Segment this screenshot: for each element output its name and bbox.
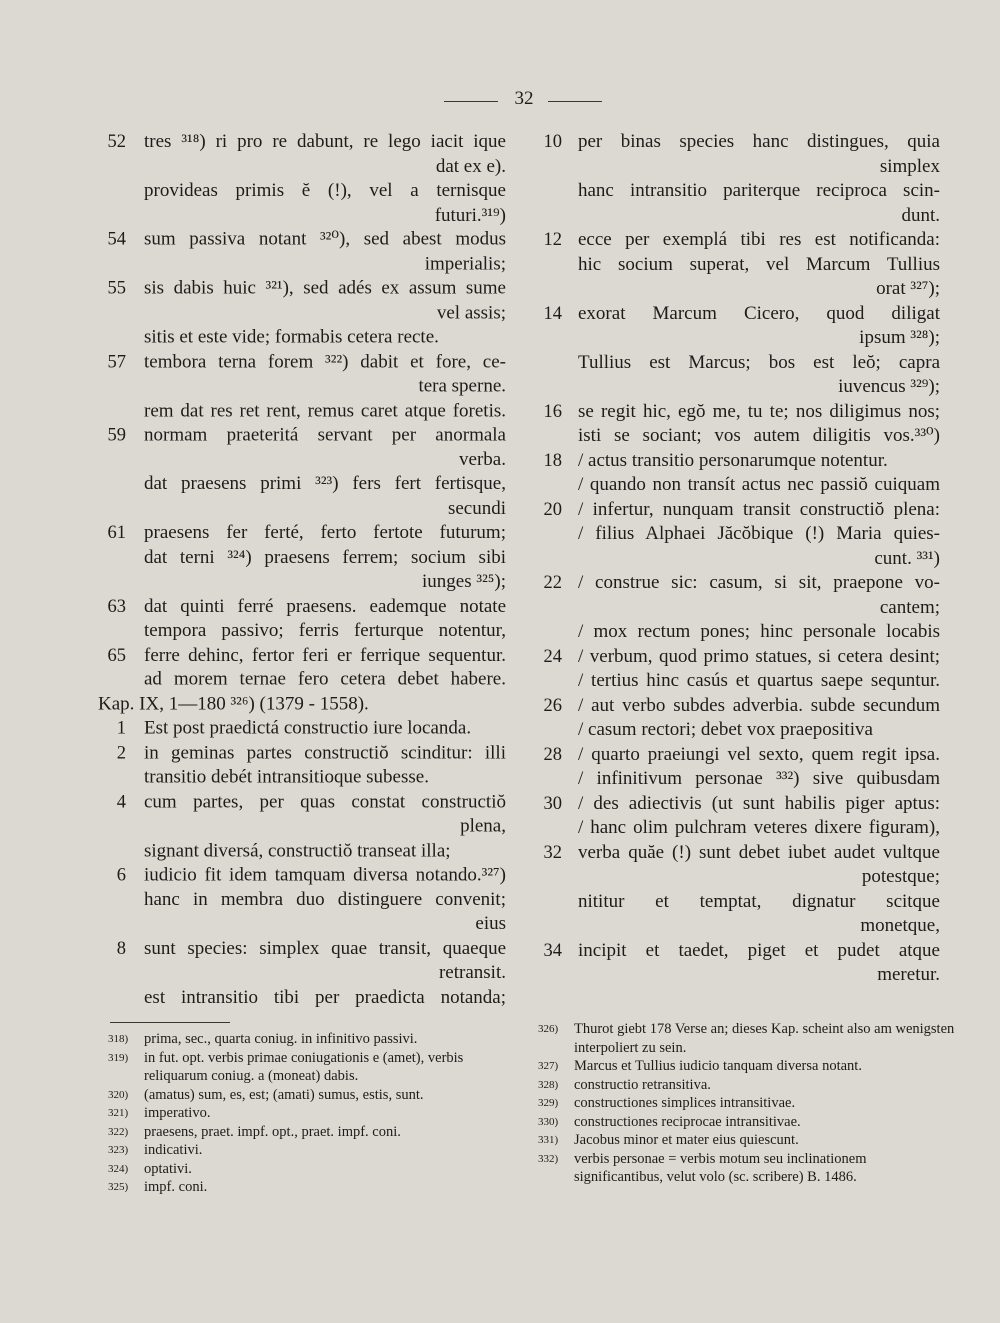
verse-continuation: futuri.³¹⁹) xyxy=(434,204,506,226)
verse-text: hanc in membra duo distinguere convenit; xyxy=(144,888,506,910)
verse-number: 20 xyxy=(543,499,562,520)
footnote-text: optativi. xyxy=(144,1160,192,1177)
verse-line xyxy=(528,498,948,523)
chapter-heading: Kap. IX, 1—180 ³²⁶) (1379 - 1558). xyxy=(98,693,369,715)
verse-text: / quarto praeiungi vel sexto, quem regit ipsa. xyxy=(578,743,940,765)
verse-text: sis dabis huic ³²¹), sed adés ex assum sume xyxy=(144,277,506,299)
verse-text: ad morem ternae fero cetera debet habere. xyxy=(144,668,506,690)
verse-text: / actus transitio personarumque notentur. xyxy=(578,449,888,471)
footnote-number: 323) xyxy=(108,1144,129,1156)
footnote xyxy=(538,1076,958,1095)
verse-line xyxy=(90,326,520,350)
verse-number: 10 xyxy=(543,132,562,152)
verse-number: 63 xyxy=(107,596,126,617)
footnote-text: constructiones simplices intransitivae. xyxy=(574,1095,796,1111)
verse-continuation: meretur. xyxy=(877,964,940,985)
verse-number: 55 xyxy=(107,278,126,299)
verse-text: ecce per exemplá tibi res est notificanda: xyxy=(578,229,940,250)
footnote xyxy=(108,1160,523,1179)
verse-line xyxy=(90,472,520,521)
verse-text: / hanc olim pulchram veteres dixere figuram), xyxy=(578,817,940,838)
verse-text: / casum rectori; debet vox praepositiva xyxy=(578,719,873,740)
verse-line xyxy=(90,228,520,277)
footnote xyxy=(538,1150,958,1187)
verse-line xyxy=(528,473,948,498)
verse-text: in geminas partes constructiŏ scinditur: illi xyxy=(144,742,506,764)
footnotes-right xyxy=(538,1020,958,1187)
verse-text: transitio debét intransitioque subesse. xyxy=(144,766,429,788)
verse-number: 16 xyxy=(543,401,562,422)
verse-continuation: cantem; xyxy=(879,596,940,618)
verse-continuation: iuvencus ³²⁹); xyxy=(838,376,940,397)
footnote-separator xyxy=(110,1022,230,1023)
verse-continuation: verba. xyxy=(459,448,506,470)
footnote-text: constructio retransitiva. xyxy=(574,1076,711,1093)
verse-continuation: iunges ³²⁵); xyxy=(422,570,506,592)
page-header xyxy=(0,88,1000,114)
verse-text: signant diversá, constructiŏ transeat illa; xyxy=(144,839,451,861)
verse-text: / des adiectivis (ut sunt habilis piger aptus: xyxy=(578,792,940,814)
footnote xyxy=(538,1113,958,1132)
verse-text: isti se sociant; vos autem diligitis vos.³³⁰) xyxy=(578,425,940,446)
verse-text: / infertur, nunquam transit constructiŏ plena: xyxy=(578,498,940,520)
verse-line xyxy=(90,594,520,618)
footnote xyxy=(108,1123,523,1142)
verse-continuation: retransit. xyxy=(438,962,506,984)
verse-line xyxy=(528,571,948,620)
footnote xyxy=(538,1094,958,1113)
left-verse-column xyxy=(90,130,520,1010)
verse-continuation: ipsum ³²⁸); xyxy=(859,327,940,348)
verse-line xyxy=(90,888,520,937)
verse-line xyxy=(90,423,520,472)
verse-number: 26 xyxy=(543,695,562,716)
verse-line xyxy=(528,351,948,400)
verse-text: dat praesens primi ³²³) fers fert fertisque, xyxy=(144,473,506,495)
verse-number: 57 xyxy=(107,351,126,372)
verse-number: 52 xyxy=(107,131,126,152)
verse-number: 22 xyxy=(543,573,562,593)
footnote-text: indicativi. xyxy=(144,1142,203,1158)
footnote-number: 320) xyxy=(108,1088,129,1101)
footnote xyxy=(538,1020,958,1057)
verse-number: 30 xyxy=(543,793,562,814)
footnote-number: 328) xyxy=(538,1078,559,1091)
verse-text: / verbum, quod primo statues, si cetera desint; xyxy=(578,645,940,667)
header-rule-right xyxy=(548,101,602,102)
verse-text: tembora terna forem ³²²) dabit et fore, ce- xyxy=(144,350,506,372)
verse-line xyxy=(90,619,520,643)
verse-line xyxy=(528,302,948,351)
verse-number: 6 xyxy=(116,865,126,886)
verse-text: / infinitivum personae ³³²) sive quibusdam xyxy=(578,768,940,789)
verse-line xyxy=(528,424,948,449)
footnote xyxy=(108,1141,523,1160)
verse-line xyxy=(528,816,948,841)
verse-line xyxy=(528,522,948,571)
verse-line xyxy=(90,986,520,1010)
footnote-number: 326) xyxy=(538,1023,559,1035)
verse-text: est intransitio tibi per praedicta notanda; xyxy=(144,986,506,1008)
footnote xyxy=(108,1030,523,1049)
footnote-number: 318) xyxy=(108,1033,129,1045)
footnote-number: 331) xyxy=(538,1134,559,1146)
verse-text: per binas species hanc distingues, quia xyxy=(578,131,940,152)
verse-line xyxy=(528,449,948,474)
verse-line xyxy=(90,863,520,887)
footnote-text: verbis personae = verbis motum seu inclinationem significantibus, velut volo (sc. scribere) B. 1486. xyxy=(574,1150,867,1185)
verse-text: ferre dehinc, fertor feri er ferrique sequentur. xyxy=(144,644,506,666)
verse-continuation: dunt. xyxy=(901,204,940,226)
verse-line xyxy=(90,350,520,399)
verse-number: 32 xyxy=(543,842,562,863)
footnote-number: 330) xyxy=(538,1115,559,1128)
verse-number: 1 xyxy=(116,718,126,739)
verse-text: / quando non transít actus nec passiŏ cuiquam xyxy=(578,474,940,495)
verse-line xyxy=(528,253,948,302)
verse-number: 4 xyxy=(116,791,126,812)
verse-text: exorat Marcum Cicero, quod diligat xyxy=(578,302,940,324)
verse-number: 54 xyxy=(107,229,126,250)
footnote-number: 325) xyxy=(108,1181,129,1193)
verse-line xyxy=(90,790,520,839)
footnote xyxy=(538,1057,958,1076)
footnote-number: 321) xyxy=(108,1107,129,1119)
footnote-text: prima, sec., quarta coniug. in infinitivo passivi. xyxy=(144,1031,418,1047)
footnote-number: 322) xyxy=(108,1125,129,1138)
verse-line xyxy=(528,179,948,228)
verse-line xyxy=(90,399,520,423)
verse-text: dat terni ³²⁴) praesens ferrem; socium sibi xyxy=(144,546,506,568)
verse-line xyxy=(528,792,948,817)
verse-line xyxy=(528,228,948,253)
verse-text: dat quinti ferré praesens. eademque notate xyxy=(144,595,506,617)
verse-continuation: dat ex e). xyxy=(435,155,506,177)
verse-number: 12 xyxy=(543,230,562,250)
verse-continuation: monetque, xyxy=(860,915,940,936)
verse-line xyxy=(528,645,948,670)
verse-line xyxy=(90,839,520,863)
verse-number: 59 xyxy=(107,425,126,446)
verse-line xyxy=(90,179,520,228)
verse-text: Est post praedictá constructio iure locanda. xyxy=(144,717,472,739)
verse-text: / tertius hinc casús et quartus saepe sequntur. xyxy=(578,670,940,691)
footnote-text: in fut. opt. verbis primae coniugationis e (amet), verbis reliquarum coniug. a (moneat) dabis. xyxy=(144,1049,464,1084)
verse-number: 8 xyxy=(116,938,126,959)
verse-text: nititur et temptat, dignatur scitque xyxy=(578,890,940,912)
footnote-number: 332) xyxy=(538,1152,559,1165)
verse-line xyxy=(90,937,520,986)
verse-line xyxy=(90,741,520,765)
verse-line xyxy=(528,400,948,425)
footnote-text: Marcus et Tullius iudicio tanquam diversa notant. xyxy=(574,1058,862,1074)
verse-text: se regit hic, egŏ me, tu te; nos diligimus nos; xyxy=(578,400,940,422)
verse-line xyxy=(528,718,948,743)
footnote xyxy=(108,1178,523,1197)
verse-number: 34 xyxy=(543,940,562,961)
footnote xyxy=(108,1049,523,1086)
verse-line xyxy=(90,717,520,741)
footnotes-left xyxy=(108,1030,523,1197)
footnote-text: Thurot giebt 178 Verse an; dieses Kap. scheint also am wenigsten interpoliert zu sein. xyxy=(574,1021,955,1056)
verse-text: / filius Alphaei Jăcŏbique (!) Maria quies- xyxy=(578,523,940,544)
footnote-text: (amatus) sum, es, est; (amati) sumus, estis, sunt. xyxy=(144,1086,424,1103)
verse-line xyxy=(528,743,948,768)
verse-continuation: secundi xyxy=(447,497,506,519)
verse-text: / aut verbo subdes adverbia. subde secundum xyxy=(578,694,940,716)
verse-continuation: orat ³²⁷); xyxy=(876,278,940,299)
verse-text: / mox rectum pones; hinc personale locabis xyxy=(578,621,940,642)
verse-line xyxy=(90,643,520,667)
verse-number: 18 xyxy=(543,450,562,471)
footnote-text: Jacobus minor et mater eius quiescunt. xyxy=(574,1132,799,1148)
verse-line xyxy=(90,692,520,716)
verse-line xyxy=(90,766,520,790)
verse-text: normam praeteritá servant per anormala xyxy=(144,424,506,446)
verse-number: 24 xyxy=(543,646,562,667)
verse-text: sitis et este vide; formabis cetera recte. xyxy=(144,326,439,348)
verse-continuation: simplex xyxy=(879,155,940,177)
verse-line xyxy=(90,130,520,179)
verse-text: provideas primis ĕ (!), vel a ternisque xyxy=(144,179,506,201)
verse-text: praesens fer ferté, ferto fertote futurum; xyxy=(144,522,506,544)
verse-continuation: eius xyxy=(475,913,506,935)
verse-number: 14 xyxy=(543,303,562,324)
verse-line xyxy=(528,130,948,179)
footnote xyxy=(108,1086,523,1105)
verse-text: rem dat res ret rent, remus caret atque foretis. xyxy=(144,399,506,421)
footnote-number: 327) xyxy=(538,1060,559,1072)
verse-number: 28 xyxy=(543,744,562,765)
verse-text: hanc intransitio pariterque reciproca scin- xyxy=(578,180,940,201)
verse-continuation: plena, xyxy=(460,815,506,837)
verse-number: 61 xyxy=(107,523,126,544)
verse-continuation: tera sperne. xyxy=(418,375,506,397)
footnote-number: 329) xyxy=(538,1097,559,1109)
verse-text: / construe sic: casum, si sit, praepone vo- xyxy=(578,572,940,593)
header-rule-left xyxy=(444,101,498,102)
verse-continuation: potestque; xyxy=(861,866,940,887)
verse-continuation: imperialis; xyxy=(424,253,506,275)
verse-line xyxy=(528,620,948,645)
verse-line xyxy=(90,546,520,595)
verse-line xyxy=(528,939,948,988)
verse-text: incipit et taedet, piget et pudet atque xyxy=(578,939,940,961)
verse-text: sum passiva notant ³²⁰), sed abest modus xyxy=(144,228,506,250)
verse-line xyxy=(90,668,520,692)
footnote-number: 319) xyxy=(108,1051,129,1064)
page-number: 32 xyxy=(514,88,534,109)
verse-number: 2 xyxy=(116,743,126,764)
verse-text: sunt species: simplex quae transit, quaeque xyxy=(144,937,506,959)
footnote-text: impf. coni. xyxy=(144,1179,208,1195)
verse-continuation: cunt. ³³¹) xyxy=(874,547,940,569)
verse-text: verba quăe (!) sunt debet iubet audet vultque xyxy=(578,841,940,863)
footnote-text: imperativo. xyxy=(144,1105,211,1121)
verse-line xyxy=(528,841,948,890)
verse-line xyxy=(528,669,948,694)
footnote xyxy=(108,1104,523,1123)
footnote-text: constructiones reciprocae intransitivae. xyxy=(574,1113,801,1130)
verse-text: cum partes, per quas constat constructiŏ xyxy=(144,790,506,812)
verse-continuation: vel assis; xyxy=(436,302,506,324)
verse-text: tres ³¹⁸) ri pro re dabunt, re lego iacit ique xyxy=(144,130,506,152)
footnote-text: praesens, praet. impf. opt., praet. impf. coni. xyxy=(144,1123,401,1140)
verse-line xyxy=(528,694,948,719)
verse-text: hic socium superat, vel Marcum Tullius xyxy=(578,253,940,275)
footnote xyxy=(538,1131,958,1150)
verse-line xyxy=(528,767,948,792)
verse-line xyxy=(90,277,520,326)
verse-line xyxy=(90,521,520,545)
verse-text: iudicio fit idem tamquam diversa notando.³²⁷) xyxy=(144,864,506,886)
verse-line xyxy=(528,890,948,939)
right-verse-column xyxy=(528,130,948,988)
verse-number: 65 xyxy=(107,645,126,666)
footnote-number: 324) xyxy=(108,1162,129,1175)
verse-text: Tullius est Marcus; bos est leŏ; capra xyxy=(578,351,940,373)
verse-text: tempora passivo; ferris ferturque notentur, xyxy=(144,619,506,641)
